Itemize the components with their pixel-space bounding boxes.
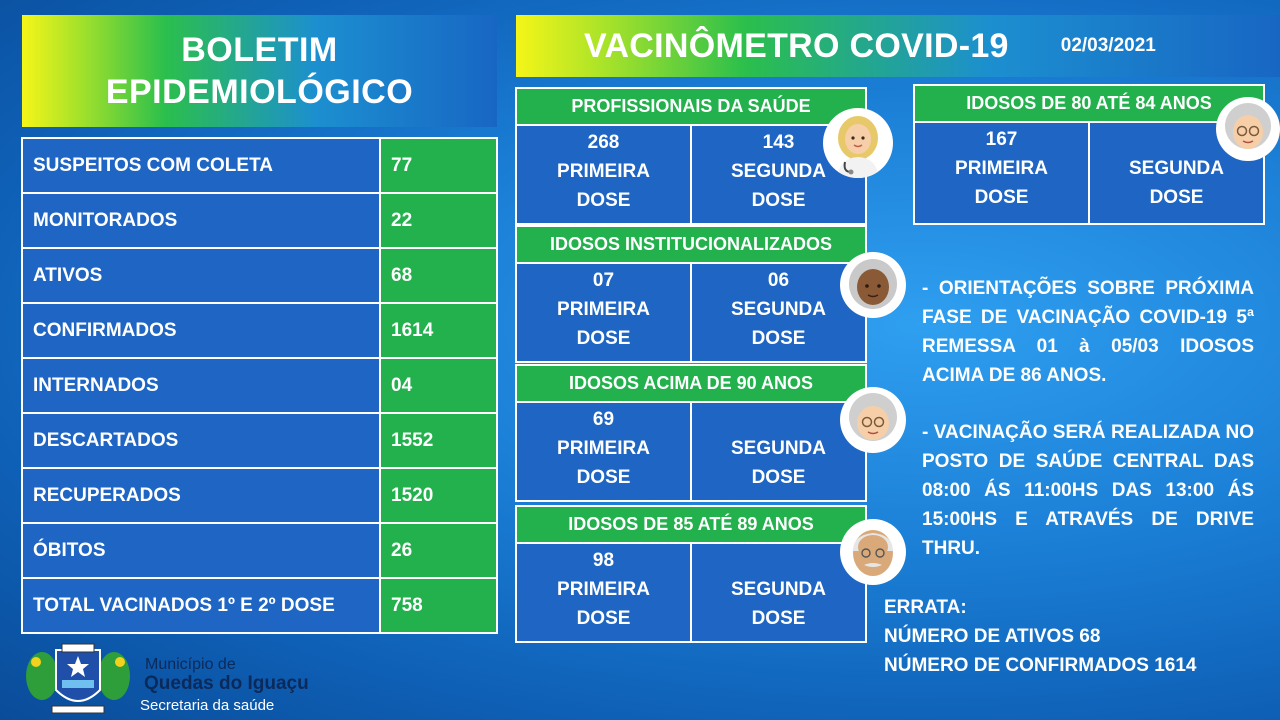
first-dose-cell [517,544,690,641]
errata-line-confirmed: NÚMERO DE CONFIRMADOS 1614 [884,655,1197,676]
row-label: DESCARTADOS [22,413,380,468]
group-title: IDOSOS DE 85 ATÉ 89 ANOS [517,507,865,544]
second-dose-cell [690,264,865,361]
row-label: ÓBITOS [22,523,380,578]
second-dose-count: 143 [762,132,795,153]
row-value: 68 [380,248,497,303]
group-elderly-85-89 [515,505,867,643]
dose-word: DOSE [576,328,631,349]
municipality-logo [22,640,362,718]
row-value: 1552 [380,413,497,468]
table-row [22,303,497,358]
second-dose-label: SEGUNDA [730,579,826,600]
health-department-label: Secretaria da saúde [140,697,275,714]
boletim-title-line1: BOLETIM [181,31,338,69]
errata-section [884,593,1197,680]
boletim-banner [22,15,497,127]
municipality-name: Quedas do Iguaçu [144,673,309,694]
first-dose-label: PRIMEIRA [557,161,650,182]
dose-word: DOSE [1149,187,1204,208]
municipality-label: Município de [145,656,236,673]
table-row [22,413,497,468]
group-title: PROFISSIONAIS DA SAÚDE [517,89,865,126]
first-dose-count: 69 [592,409,615,430]
row-label: SUSPEITOS COM COLETA [22,138,380,193]
row-value: 77 [380,138,497,193]
dose-word: DOSE [974,187,1029,208]
first-dose-label: PRIMEIRA [557,299,650,320]
row-value: 22 [380,193,497,248]
table-row [22,468,497,523]
elderly-woman-glasses-icon [1216,97,1280,161]
first-dose-count: 07 [592,270,615,291]
row-label: INTERNADOS [22,358,380,413]
table-row [22,248,497,303]
group-health-professionals [515,87,867,225]
group-title: IDOSOS INSTITUCIONALIZADOS [517,227,865,264]
first-dose-cell [517,403,690,500]
row-label: CONFIRMADOS [22,303,380,358]
table-row [22,578,497,633]
first-dose-label: PRIMEIRA [955,158,1048,179]
table-row [22,358,497,413]
row-value: 1614 [380,303,497,358]
second-dose-cell [690,403,865,500]
second-dose-label: SEGUNDA [1128,158,1224,179]
dose-word: DOSE [576,190,631,211]
second-dose-count: 06 [767,270,790,291]
row-value: 758 [380,578,497,633]
row-label: MONITORADOS [22,193,380,248]
first-dose-label: PRIMEIRA [557,438,650,459]
dose-word: DOSE [751,190,806,211]
dose-word: DOSE [576,467,631,488]
group-institutionalized-elderly [515,225,867,363]
table-row [22,193,497,248]
elderly-person-dark-icon [840,252,906,318]
vaccination-guidance-note: - ORIENTAÇÕES SOBRE PRÓXIMA FASE DE VACINAÇÃO COVID-19 5ª REMESSA 01 à 05/03 IDOSOS ACIMA DE 86 ANOS. [922,278,1254,386]
first-dose-cell [517,126,690,223]
second-dose-label: SEGUNDA [730,161,826,182]
row-value: 1520 [380,468,497,523]
group-title: IDOSOS DE 80 ATÉ 84 ANOS [915,86,1263,123]
errata-title: ERRATA: [884,597,967,618]
first-dose-count: 98 [592,550,615,571]
second-dose-label: SEGUNDA [730,438,826,459]
report-date: 02/03/2021 [1060,35,1156,56]
second-dose-cell [690,544,865,641]
table-row [22,138,497,193]
dose-word: DOSE [751,467,806,488]
row-label: RECUPERADOS [22,468,380,523]
vacinometro-title: VACINÔMETRO COVID-19 [584,26,1009,65]
boletim-title-line2: EPIDEMIOLÓGICO [105,73,414,111]
elderly-man-icon [840,519,906,585]
dose-word: DOSE [576,608,631,629]
first-dose-label: PRIMEIRA [557,579,650,600]
dose-word: DOSE [751,608,806,629]
first-dose-count: 167 [985,129,1018,150]
row-label: ATIVOS [22,248,380,303]
vacinometro-banner [516,15,1280,77]
first-dose-cell [915,123,1088,223]
row-value: 04 [380,358,497,413]
first-dose-count: 268 [587,132,620,153]
row-value: 26 [380,523,497,578]
errata-line-active: NÚMERO DE ATIVOS 68 [884,626,1101,647]
group-elderly-over-90 [515,364,867,502]
group-elderly-80-84 [913,84,1265,225]
epidemiological-summary-table [21,137,498,634]
dose-word: DOSE [751,328,806,349]
health-professional-icon [823,108,893,178]
vaccination-location-note: - VACINAÇÃO SERÁ REALIZADA NO POSTO DE SAÚDE CENTRAL DAS 08:00 ÁS 11:00HS DAS 13:00 ÁS 15:00HS E ATRAVÉS DE DRIVE THRU. [922,422,1254,559]
coat-of-arms-icon [22,640,134,718]
group-title: IDOSOS ACIMA DE 90 ANOS [517,366,865,403]
first-dose-cell [517,264,690,361]
elderly-woman-icon [840,387,906,453]
second-dose-label: SEGUNDA [730,299,826,320]
row-label: TOTAL VACINADOS 1º E 2º DOSE [22,578,380,633]
table-row [22,523,497,578]
